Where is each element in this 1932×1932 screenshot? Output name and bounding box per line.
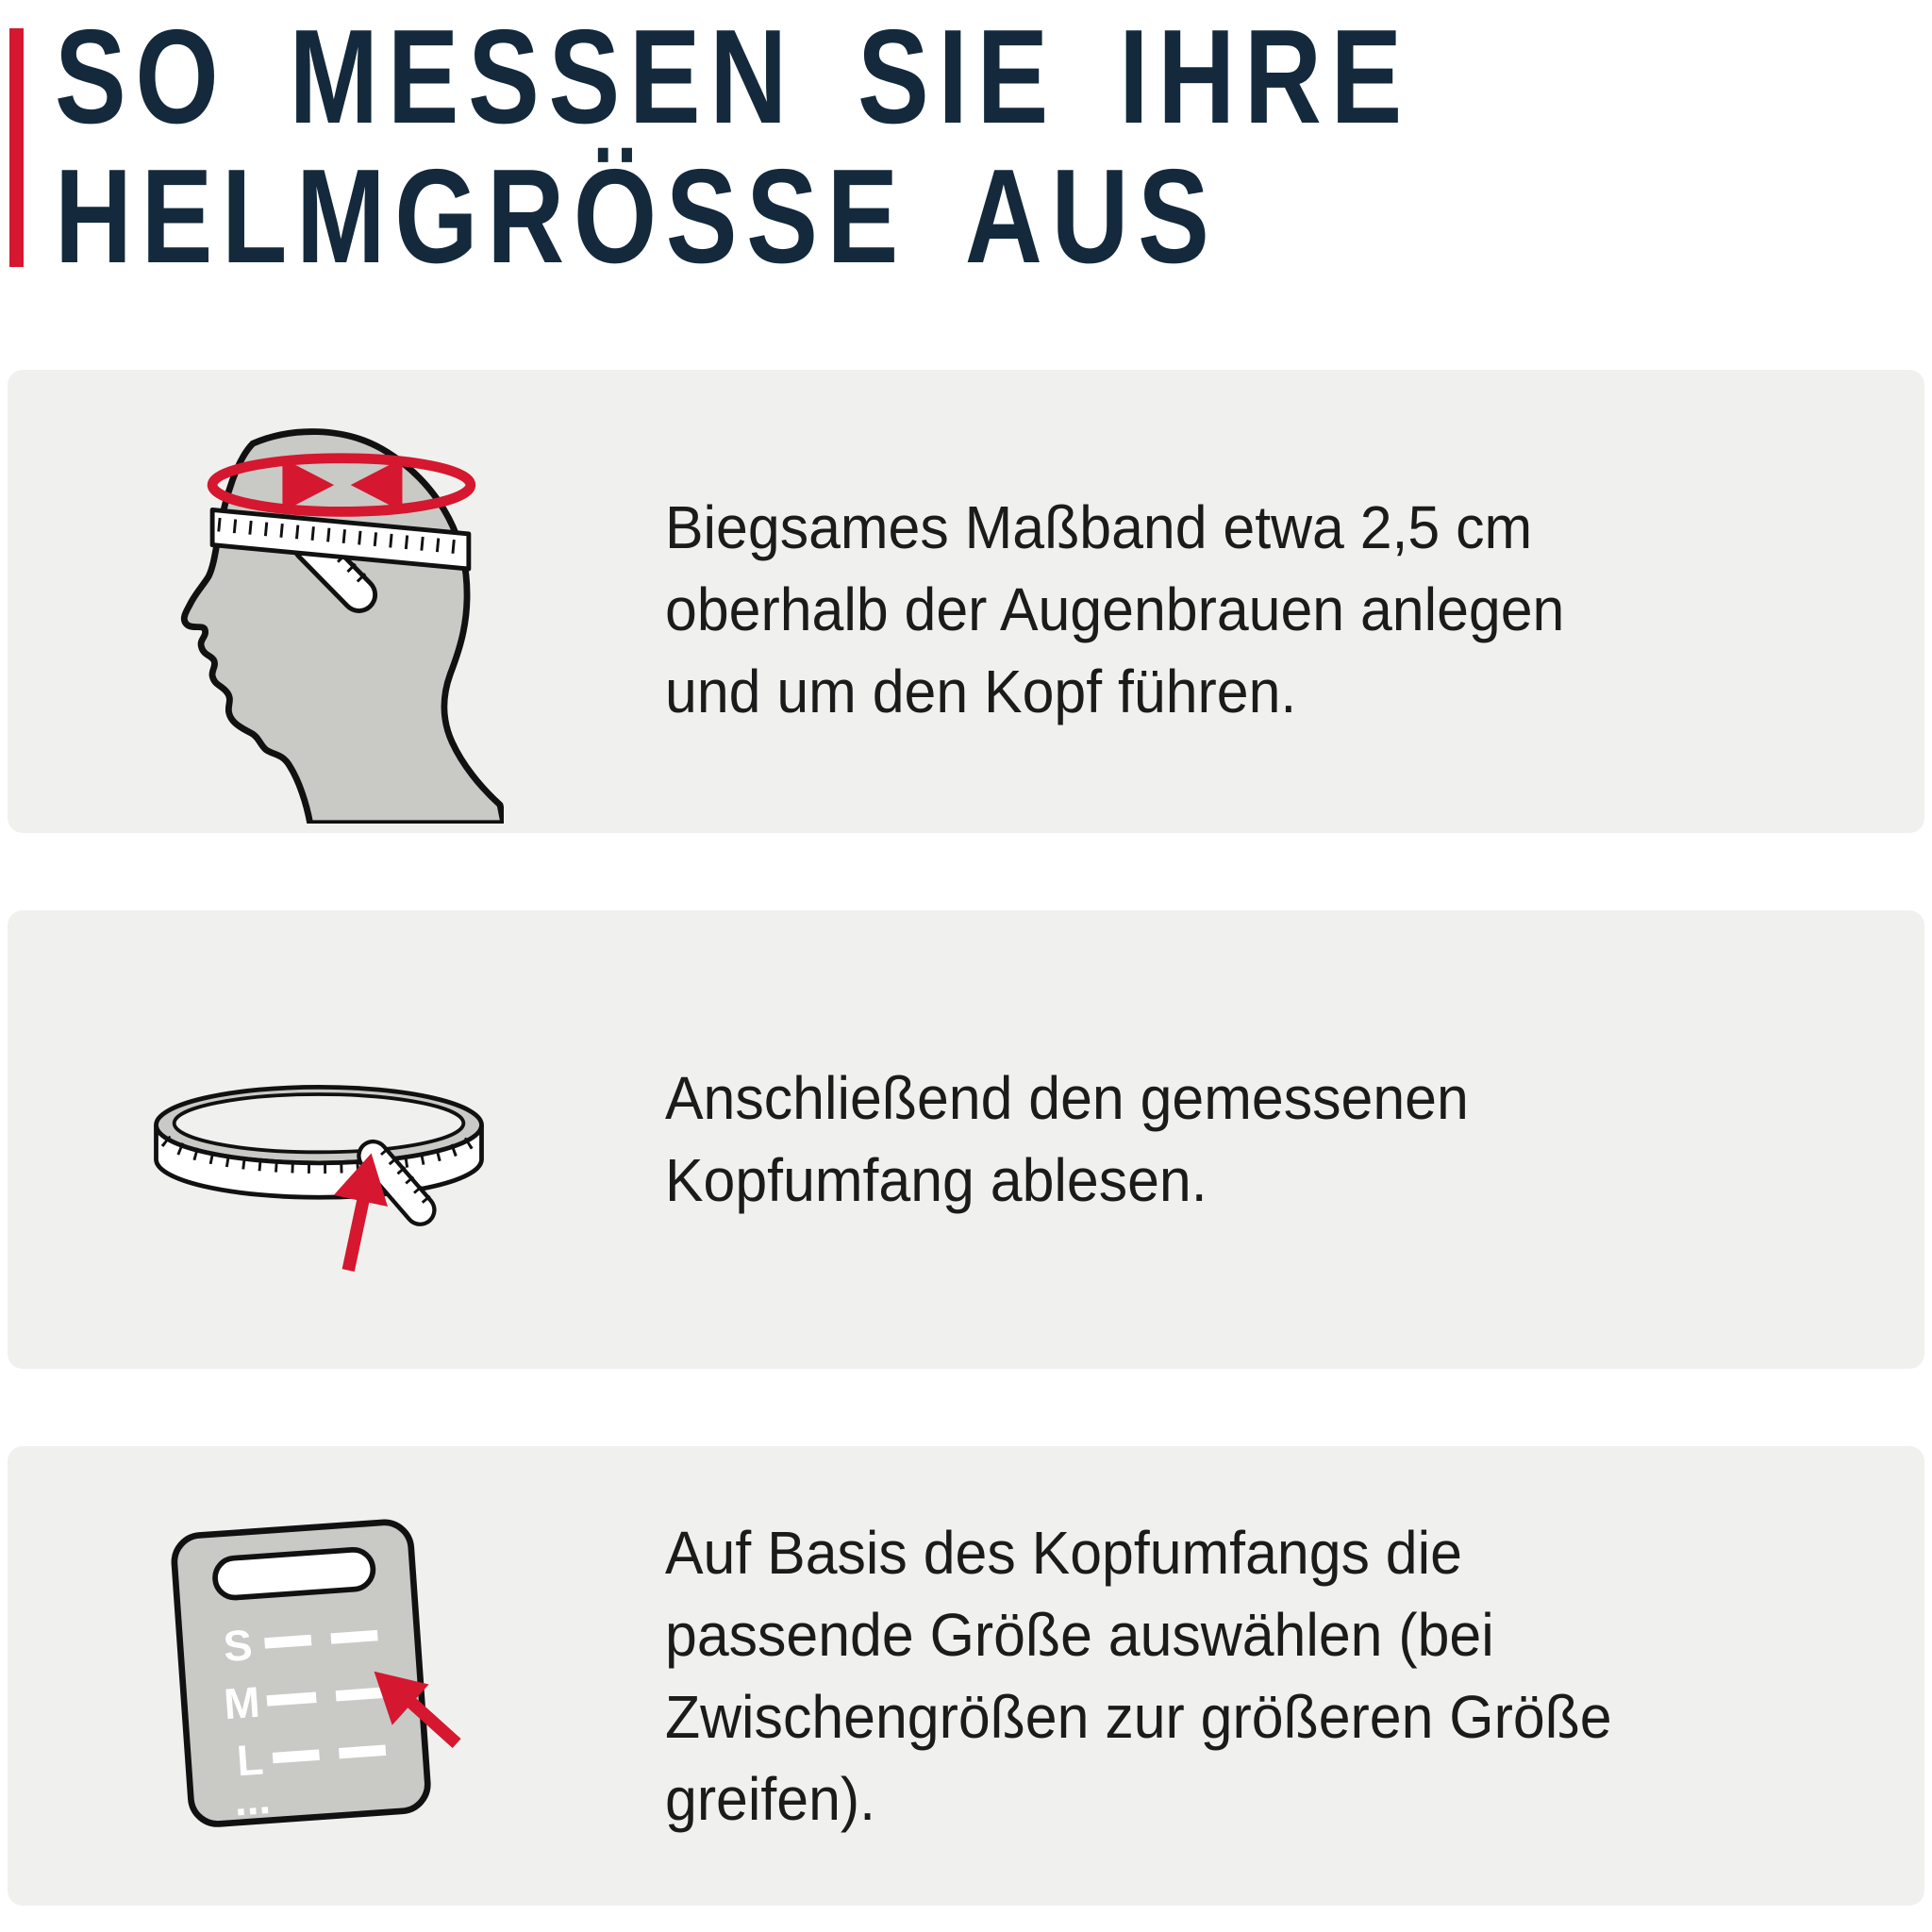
text-line: HELMGRÖSSE AUS (55, 142, 1219, 291)
step-2-text (665, 1058, 1469, 1222)
text-line: oberhalb der Augenbrauen anlegen (665, 575, 1565, 643)
size-chart-handle-slot (214, 1548, 375, 1598)
page-title (55, 2, 1557, 291)
size-label-m: M (222, 1677, 262, 1729)
title-accent-bar (9, 28, 24, 267)
text-line: passende Größe auswählen (bei (665, 1600, 1494, 1669)
text-line: Biegsames Maßband etwa 2,5 cm (665, 493, 1533, 561)
step-1-text (665, 487, 1564, 733)
size-chart-icon (130, 1514, 508, 1838)
size-label-more: ... (232, 1774, 273, 1825)
step-2-read-circumference (8, 910, 1924, 1369)
text-line: Anschließend den gemessenen (665, 1064, 1469, 1132)
tape-measure-loop-icon (102, 1073, 536, 1290)
step-3-choose-size (8, 1446, 1924, 1906)
text-line: und um den Kopf führen. (665, 658, 1297, 725)
size-label-l: L (235, 1735, 265, 1786)
head-with-tape-illustration (8, 380, 630, 824)
text-line: Auf Basis des Kopfumfangs die (665, 1518, 1462, 1587)
size-label-s: S (222, 1621, 255, 1672)
text-line: greifen). (665, 1764, 876, 1833)
step-3-text (665, 1512, 1612, 1840)
text-line: Kopfumfang ablesen. (665, 1146, 1208, 1214)
header (0, 0, 1932, 291)
head-measurement-icon (135, 399, 504, 824)
text-line: SO MESSEN SIE IHRE (55, 2, 1411, 152)
tape-loop-illustration (8, 990, 630, 1290)
step-1-measure-head (8, 370, 1924, 833)
head-silhouette (184, 431, 504, 823)
text-line: Zwischengrößen zur größeren Größe (665, 1682, 1612, 1751)
size-chart-illustration (8, 1514, 630, 1838)
tape-loop-hole (175, 1094, 464, 1152)
